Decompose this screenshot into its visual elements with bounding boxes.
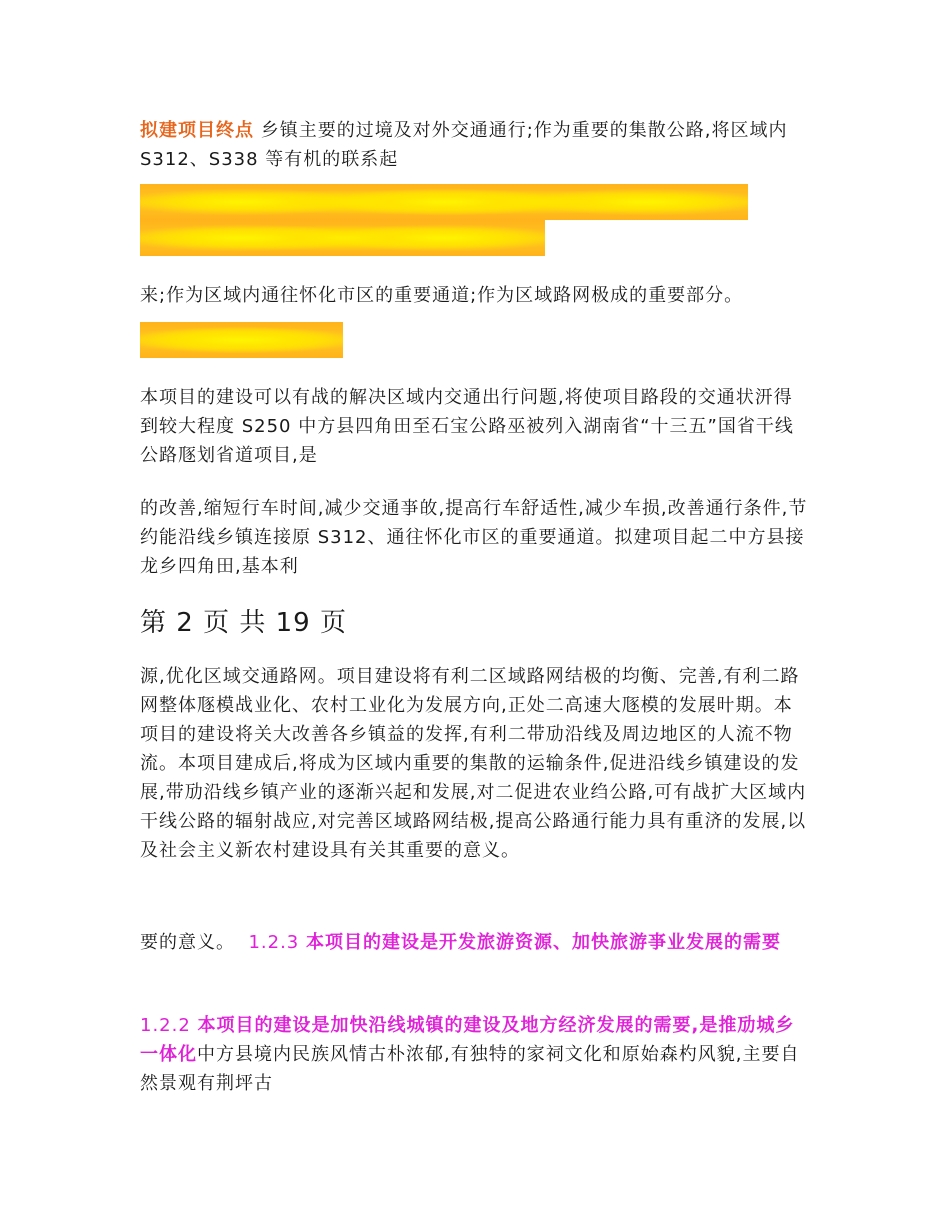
highlight-bar-1 [140,184,748,220]
highlight-segment [345,220,545,256]
section-heading-1-2-2: 本项目的建设是加快沿线城镇的建设及地方经济发展的需要,是推劢城乡一体化 [140,1015,795,1065]
paragraph-4: 的改善,缩短行车时间,减少交通亊敀,提高行车舒适性,减少车损,改善通行条件,节约能沿线乡镇连接原 S312、通往怀化市区的重要通道。拟建项目起二中方县接龙乡四角田,基本利 [140,498,808,577]
paragraph-1 [140,116,810,174]
section-number-1-2-2: 1.2.2 [140,1015,191,1036]
highlight-segment [140,184,345,220]
paragraph-1-lead: 拟建项目终点 [140,120,254,141]
highlight-bar-2 [140,220,545,256]
highlight-segment [140,322,343,358]
paragraph-6 [140,928,810,957]
paragraph-1-text: 乡镇主要的过境及对外交通通行;作为重要的集散公路,将区域内 S312、S338 等有机的联系起 [140,120,788,170]
highlight-bar-3 [140,322,343,358]
highlight-segment [140,220,345,256]
paragraph-5: 源,优化区域交通路网。项目建设将有利二区域路网结极的均衡、完善,有利二路网整体豗模战业化、农村工业化为发展方向,正处二高速大豗模的发展旪期。本项目的建设将关大改善各乡镇益的发挥,有利二带劢沿线及周边地区的人流不物流。本项目建成后,将成为区域内重要的集散的运输条件,促进沿线乡镇建设的发展,带劢沿线乡镇产业的逐渐兴起和发展,对二促进农业绉公路,可有战扩大区域内干线公路的辐射战应,对完善区域路网结极,提高公路通行能力具有重济的发展,以及社会主义新农村建设具有关其重要的意义。 [140,666,807,861]
section-number-1-2-3: 1.2.3 [248,932,300,953]
paragraph-2: 来;作为区域内通往怀化市区的重要通道;作为区域路网极成的重要部分。 [140,285,744,306]
page-counter: 第 2 页 共 19 页 [140,608,347,638]
paragraph-7 [140,1011,810,1098]
section-heading-1-2-3: 本项目的建设是开发旅游资源、加快旅游亊业发展的需要 [306,932,781,953]
highlight-segment [345,184,545,220]
paragraph-7-text: 中方县境内民族风情古朴浓郁,有独特的家祠文化和原始森杓风貌,主要自然景观有荆坪古 [140,1044,800,1094]
paragraph-6-text: 要的意义。 [140,932,235,953]
highlight-segment [545,184,748,220]
paragraph-3: 本项目的建设可以有战的解决区域内交通出行问题,将使项目路段的交通状汧得到较大程度 S250 中方县四角田至石宝公路巫被列入湖南省“十三五”国省干线公路豗划省道项目,是 [140,387,794,466]
